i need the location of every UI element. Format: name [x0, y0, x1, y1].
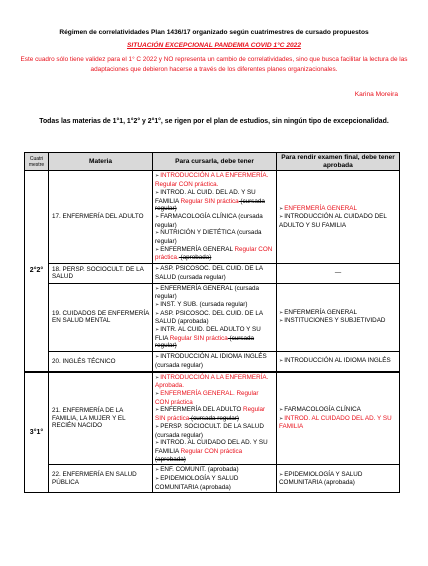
intro-paragraph: Todas las materias de 1°1, 1°2° y 2°1°, se rigen por el plan de estudios, sin ningún tipo de excepcionalidad.	[39, 118, 389, 125]
author-signature: Karina Moreira	[354, 91, 398, 98]
cursar-item	[155, 406, 274, 422]
cursar-item	[155, 423, 274, 439]
cursar-cell	[153, 171, 277, 264]
text-fragment: INTR. AL CUID. DEL ADULTO Y SU FLIA	[155, 326, 261, 342]
table-body	[25, 171, 400, 493]
text-fragment: INST. Y SUB. (cursada regular)	[160, 300, 248, 308]
text-fragment: ENFERMERÍA GENERAL	[284, 308, 357, 316]
table-row	[25, 283, 400, 352]
text-fragment: (aprobada)	[155, 455, 186, 463]
header-materia: Materia	[49, 153, 153, 171]
text-fragment: ASP. PSICOSOC. DEL CUID. DE LA SALUD (cursada regular)	[155, 265, 263, 281]
materia-cell: 19. CUIDADOS DE ENFERMERÍA EN SALUD MENTAL	[49, 283, 153, 352]
text-fragment: FARMACOLOGÍA CLÍNICA (cursada regular)	[155, 212, 263, 229]
text-fragment: FARMACOLOGÍA CLÍNICA	[284, 405, 361, 413]
cursar-item	[155, 301, 274, 310]
rendir-item	[279, 309, 397, 318]
cursar-item	[155, 374, 274, 390]
rendir-cell	[277, 372, 400, 465]
text-fragment: ENFERMERÍA GENERAL. Regular CON práctica	[155, 389, 259, 406]
cursar-item	[155, 326, 274, 350]
rendir-cell	[277, 465, 400, 493]
text-fragment: INTRODUCCIÓN A LA ENFERMERÍA. Aprobada.	[155, 373, 269, 390]
table-row	[25, 264, 400, 283]
cursar-cell	[153, 264, 277, 283]
text-fragment: INTRODUCCIÓN AL CUIDADO DEL ADULTO Y SU FAMILIA	[279, 213, 387, 230]
cursar-item	[155, 172, 274, 188]
cursar-item	[155, 246, 274, 262]
text-fragment: PERSP. SOCIOCULT. DE LA SALUD (cursada regular)	[155, 422, 264, 439]
header-rendir: Para rendir examen final, debe tener aprobada	[277, 153, 400, 171]
text-fragment: ASP. PSICOSOC. DEL CUID. DE LA SALUD (aprobada)	[155, 309, 263, 326]
text-fragment: (aprobada)	[178, 254, 212, 262]
cursar-item	[155, 285, 274, 301]
cursar-item	[155, 475, 274, 491]
text-fragment: ENF. COMUNIT. (aprobada)	[160, 466, 239, 474]
document-subtitle: SITUACIÓN EXCEPCIONAL PANDEMIA COVID 1°C 2022	[127, 42, 301, 49]
cursar-item	[155, 310, 274, 326]
cursar-cell	[153, 372, 277, 465]
rendir-item	[279, 317, 397, 326]
cursar-item	[155, 439, 274, 463]
header-cursar: Para cursarla, debe tener	[153, 153, 277, 171]
rendir-cell: —	[277, 264, 400, 283]
text-fragment: EPIDEMIOLOGÍA Y SALUD COMUNITARIA (aprobada)	[155, 475, 239, 491]
text-fragment: (cursada regular)	[155, 334, 255, 350]
materia-cell: 18. PERSP. SOCIOCULT. DE LA SALUD	[49, 264, 153, 283]
rendir-item	[279, 213, 397, 229]
rendir-item	[279, 415, 397, 431]
text-fragment: (cursada regular)	[155, 197, 265, 213]
correlatividades-table	[24, 152, 400, 493]
text-fragment: ENFERMERÍA DEL ADULTO	[160, 406, 244, 414]
validity-note: Este cuadro sólo tiene validez para el 1° C 2022 y NO representa un cambio de correlatividades, sino que busca facilitar la lectura de las adaptaciones que debieron hacerse a través de los diferentes planes organizacionales.	[20, 56, 408, 73]
rendir-cell	[277, 352, 400, 372]
text-fragment: Regular SIN práctica	[169, 334, 228, 342]
materia-cell: 20. INGLÉS TÉCNICO	[49, 352, 153, 372]
cursar-item	[155, 213, 274, 229]
text-fragment: EPIDEMIOLOGÍA Y SALUD COMUNITARIA (aprobada)	[279, 470, 363, 487]
table-row	[25, 465, 400, 493]
text-fragment: ENFERMERÍA GENERAL	[284, 204, 357, 212]
rendir-item	[279, 471, 397, 487]
cursar-item	[155, 353, 274, 369]
document-title: Régimen de correlatividades Plan 1436/17 organizado según cuatrimestres de cursado propuestos	[59, 29, 369, 36]
cursar-cell	[153, 283, 277, 352]
table-row	[25, 352, 400, 372]
text-fragment: INTROD. AL CUIDADO DEL AD. Y SU FAMILIA	[279, 414, 392, 431]
text-fragment: (cursada regular)	[189, 415, 239, 423]
header-cuatrimestre: Cuatri mestre	[25, 153, 49, 171]
materia-cell: 21. ENFERMERÍA DE LA FAMILIA, LA MUJER Y EL RECIÉN NACIDO	[49, 372, 153, 465]
text-fragment: Regular SIN práctica	[155, 406, 266, 423]
text-fragment: Regular SIN práctica	[180, 197, 239, 205]
cuatrimestre-cell: 2°2°	[25, 171, 49, 372]
materia-cell: 22. ENFERMERÍA EN SALUD PÚBLICA	[49, 465, 153, 493]
text-fragment: Regular CON práctica	[180, 447, 243, 455]
text-fragment: INTROD. AL CUIDADO DEL AD. Y SU FAMILIA	[155, 439, 268, 455]
table-row	[25, 372, 400, 465]
cursar-item	[155, 189, 274, 213]
rendir-cell	[277, 283, 400, 352]
rendir-item	[279, 357, 397, 366]
cursar-item	[155, 229, 274, 245]
materia-cell: 17. ENFERMERÍA DEL ADULTO	[49, 171, 153, 264]
rendir-item	[279, 406, 397, 415]
cursar-item	[155, 390, 274, 406]
cursar-cell	[153, 352, 277, 372]
table-header-row	[25, 153, 400, 171]
rendir-cell	[277, 171, 400, 264]
cuatrimestre-cell: 3°1°	[25, 372, 49, 493]
text-fragment: INTRODUCCIÓN A LA ENFERMERÍA. Regular CON práctica.	[155, 172, 269, 189]
text-fragment: ENFERMERÍA GENERAL (cursada regular)	[155, 284, 259, 301]
text-fragment: ENFERMERÍA GENERAL	[160, 245, 235, 253]
cursar-item	[155, 466, 274, 475]
text-fragment: INTRODUCCIÓN AL IDIOMA INGLÉS	[284, 357, 391, 365]
text-fragment: INTROD. AL CUID. DEL AD. Y SU FAMILIA	[155, 188, 256, 205]
cursar-cell	[153, 465, 277, 493]
table-row	[25, 171, 400, 264]
text-fragment: NUTRICIÓN Y DIETÉTICA (cursada regular)	[155, 229, 262, 246]
cursar-item	[155, 265, 274, 281]
text-fragment: INTRODUCCIÓN AL IDIOMA INGLÉS (cursada regular)	[155, 353, 267, 369]
text-fragment: Regular CON práctica.	[155, 245, 273, 262]
text-fragment: INSTITUCIONES Y SUBJETIVIDAD	[284, 317, 386, 325]
